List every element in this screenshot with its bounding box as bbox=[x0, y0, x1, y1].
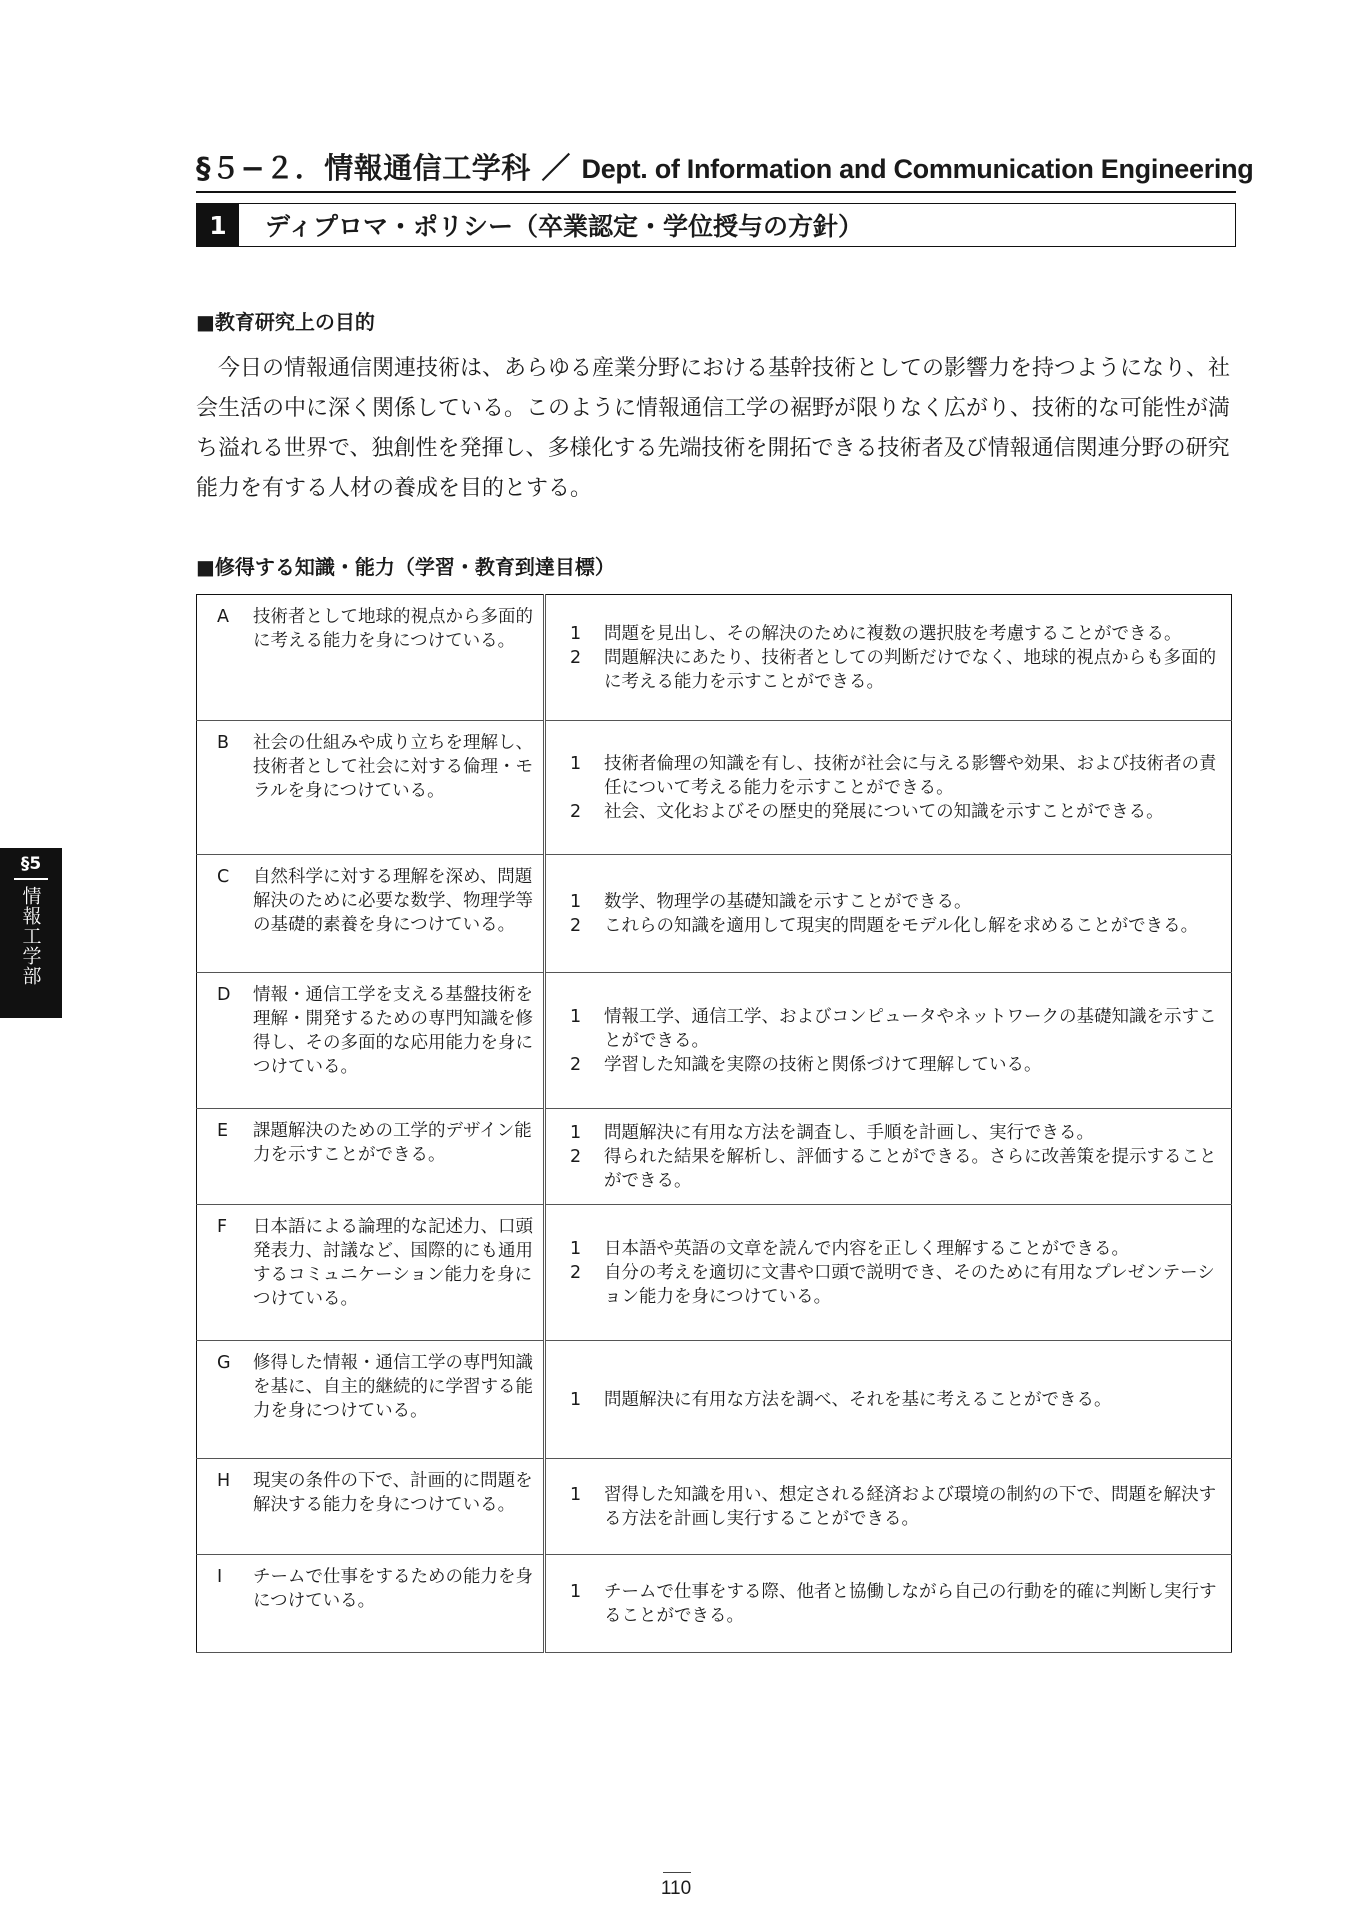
goal-items-cell bbox=[545, 721, 1232, 855]
goal-item bbox=[570, 622, 1217, 646]
purpose-heading: ■教育研究上の目的 bbox=[196, 310, 375, 334]
goal-item-number: 2 bbox=[570, 1262, 582, 1283]
goal-items-cell bbox=[545, 595, 1232, 721]
goal-description-cell bbox=[197, 1205, 545, 1341]
goal-description-cell bbox=[197, 973, 545, 1109]
goal-description-cell bbox=[197, 855, 545, 973]
goal-item-number: 2 bbox=[570, 1146, 582, 1167]
goal-letter: G bbox=[217, 1353, 231, 1373]
section-number: 1 bbox=[197, 204, 239, 246]
goal-item-text: チームで仕事をする際、他者と協働しながら自己の行動を的確に判断し実行することができる。 bbox=[604, 1581, 1217, 1626]
purpose-text: 今日の情報通信関連技術は、あらゆる産業分野における基幹技術としての影響力を持つようになり、社会生活の中に深く関係している。このように情報通信工学の裾野が限りなく広がり、技術的な可能性が満ち溢れる世界で、独創性を発揮し、多様化する先端技術を開拓できる技術者及び情報通信関連分野の研究能力を有する人材の養成を目的とする。 bbox=[196, 356, 1231, 501]
goal-item bbox=[570, 1053, 1217, 1077]
goal-description-cell bbox=[197, 1109, 545, 1205]
goal-letter: F bbox=[217, 1217, 228, 1237]
goal-item-text: 習得した知識を用い、想定される経済および環境の制約の下で、問題を解決する方法を計画し実行することができる。 bbox=[604, 1484, 1217, 1529]
goal-item bbox=[570, 1580, 1217, 1628]
goal-letter: H bbox=[217, 1471, 231, 1491]
goal-item-number: 2 bbox=[570, 1054, 582, 1075]
goal-row bbox=[197, 721, 1232, 855]
goal-item-text: 問題解決に有用な方法を調べ、それを基に考えることができる。 bbox=[604, 1389, 1112, 1410]
goal-item bbox=[570, 1261, 1217, 1309]
goal-item-text: 自分の考えを適切に文書や口頭で説明でき、そのために有用なプレゼンテーション能力を身につけている。 bbox=[604, 1262, 1215, 1307]
goal-row bbox=[197, 1205, 1232, 1341]
goal-description-cell bbox=[197, 1341, 545, 1459]
goal-description-cell bbox=[197, 595, 545, 721]
section-title: ディプロマ・ポリシー（卒業認定・学位授与の方針） bbox=[265, 212, 864, 241]
side-tab-label: 情報工学部 bbox=[19, 885, 42, 986]
goal-item bbox=[570, 1145, 1217, 1193]
goal-item-text: 情報工学、通信工学、およびコンピュータやネットワークの基礎知識を示すことができる。 bbox=[604, 1006, 1217, 1051]
goal-letter: A bbox=[217, 607, 229, 627]
goal-description: 情報・通信工学を支える基盤技術を理解・開発するための専門知識を修得し、その多面的な応用能力を身につけている。 bbox=[253, 985, 533, 1077]
goal-row bbox=[197, 1459, 1232, 1555]
goal-item bbox=[570, 1483, 1217, 1531]
goal-item-number: 1 bbox=[570, 1238, 582, 1259]
goal-items-cell bbox=[545, 1341, 1232, 1459]
goal-item-number: 2 bbox=[570, 647, 582, 668]
heading-en: Dept. of Information and Communication Engineering bbox=[581, 154, 1254, 184]
goal-item-number: 1 bbox=[570, 1006, 582, 1027]
goal-item-text: 技術者倫理の知識を有し、技術が社会に与える影響や効果、および技術者の責任について考える能力を示すことができる。 bbox=[604, 753, 1217, 798]
goal-items-cell bbox=[545, 1205, 1232, 1341]
goal-letter: D bbox=[217, 985, 231, 1005]
goal-row bbox=[197, 1555, 1232, 1653]
goal-item-number: 1 bbox=[570, 623, 582, 644]
goal-item-text: 問題解決にあたり、技術者としての判断だけでなく、地球的視点からも多面的に考える能力を示すことができる。 bbox=[604, 647, 1217, 692]
goal-item-number: 1 bbox=[570, 1389, 582, 1410]
page-number: 110 bbox=[660, 1878, 692, 1899]
goal-item bbox=[570, 1388, 1217, 1412]
goals-heading: ■修得する知識・能力（学習・教育到達目標） bbox=[196, 555, 615, 579]
goal-description-cell bbox=[197, 1459, 545, 1555]
goal-description: 修得した情報・通信工学の専門知識を基に、自主的継続的に学習する能力を身につけている。 bbox=[253, 1353, 533, 1421]
heading-underline bbox=[196, 191, 1236, 193]
goal-items-cell bbox=[545, 855, 1232, 973]
goal-row bbox=[197, 855, 1232, 973]
goal-row bbox=[197, 973, 1232, 1109]
goal-item-number: 2 bbox=[570, 915, 582, 936]
goal-description: 社会の仕組みや成り立ちを理解し、技術者として社会に対する倫理・モラルを身につけている。 bbox=[253, 733, 533, 801]
goal-letter: I bbox=[217, 1567, 223, 1587]
goal-letter: C bbox=[217, 867, 230, 887]
goal-items-cell bbox=[545, 973, 1232, 1109]
goal-item bbox=[570, 1121, 1217, 1145]
goal-description: 技術者として地球的視点から多面的に考える能力を身につけている。 bbox=[253, 607, 533, 651]
goal-item bbox=[570, 1237, 1217, 1261]
goals-table-body bbox=[197, 595, 1232, 1653]
goal-items-cell bbox=[545, 1109, 1232, 1205]
goal-item-text: 日本語や英語の文章を読んで内容を正しく理解することができる。 bbox=[604, 1238, 1129, 1259]
goal-letter: B bbox=[217, 733, 230, 753]
goal-item-text: 問題解決に有用な方法を調査し、手順を計画し、実行できる。 bbox=[604, 1122, 1094, 1143]
goal-item-text: これらの知識を適用して現実的問題をモデル化し解を求めることができる。 bbox=[604, 915, 1199, 936]
goal-description-cell bbox=[197, 1555, 545, 1653]
goal-item-number: 1 bbox=[570, 1122, 582, 1143]
section-title-bar bbox=[196, 203, 1236, 247]
page-number-rule bbox=[663, 1872, 691, 1873]
goal-item bbox=[570, 890, 1217, 914]
goal-description: チームで仕事をするための能力を身につけている。 bbox=[253, 1567, 533, 1611]
goals-table bbox=[196, 594, 1232, 1653]
page-heading bbox=[196, 146, 1254, 187]
goal-item-number: 1 bbox=[570, 891, 582, 912]
goal-item-number: 1 bbox=[570, 1484, 582, 1505]
goal-item-text: 問題を見出し、その解決のために複数の選択肢を考慮することができる。 bbox=[604, 623, 1182, 644]
goal-items-cell bbox=[545, 1459, 1232, 1555]
goal-item-number: 1 bbox=[570, 1581, 582, 1602]
goal-description: 日本語による論理的な記述力、口頭発表力、討議など、国際的にも通用するコミュニケーション能力を身につけている。 bbox=[253, 1217, 533, 1309]
goal-item-text: 得られた結果を解析し、評価することができる。さらに改善策を提示することができる。 bbox=[604, 1146, 1217, 1191]
goal-item bbox=[570, 752, 1217, 800]
goal-description: 自然科学に対する理解を深め、問題解決のために必要な数学、物理学等の基礎的素養を身につけている。 bbox=[253, 867, 533, 935]
heading-jp: §５−２．情報通信工学科 ／ bbox=[196, 151, 582, 185]
goal-item bbox=[570, 914, 1217, 938]
side-section-tab bbox=[0, 848, 62, 1018]
goal-items-cell bbox=[545, 1555, 1232, 1653]
goal-item bbox=[570, 800, 1217, 824]
goal-item bbox=[570, 1005, 1217, 1053]
goal-item-number: 2 bbox=[570, 801, 582, 822]
goal-item-number: 1 bbox=[570, 753, 582, 774]
goal-row bbox=[197, 1341, 1232, 1459]
goal-item bbox=[570, 646, 1217, 694]
goal-description-cell bbox=[197, 721, 545, 855]
goal-description: 現実の条件の下で、計画的に問題を解決する能力を身につけている。 bbox=[253, 1471, 533, 1515]
goal-row bbox=[197, 595, 1232, 721]
goal-row bbox=[197, 1109, 1232, 1205]
goal-item-text: 学習した知識を実際の技術と関係づけて理解している。 bbox=[604, 1054, 1042, 1075]
goal-item-text: 社会、文化およびその歴史的発展についての知識を示すことができる。 bbox=[604, 801, 1164, 822]
side-tab-section: §5 bbox=[20, 854, 42, 874]
goal-letter: E bbox=[217, 1121, 229, 1141]
goal-item-text: 数学、物理学の基礎知識を示すことができる。 bbox=[604, 891, 972, 912]
side-tab-divider bbox=[14, 878, 48, 880]
goal-description: 課題解決のための工学的デザイン能力を示すことができる。 bbox=[253, 1121, 532, 1165]
